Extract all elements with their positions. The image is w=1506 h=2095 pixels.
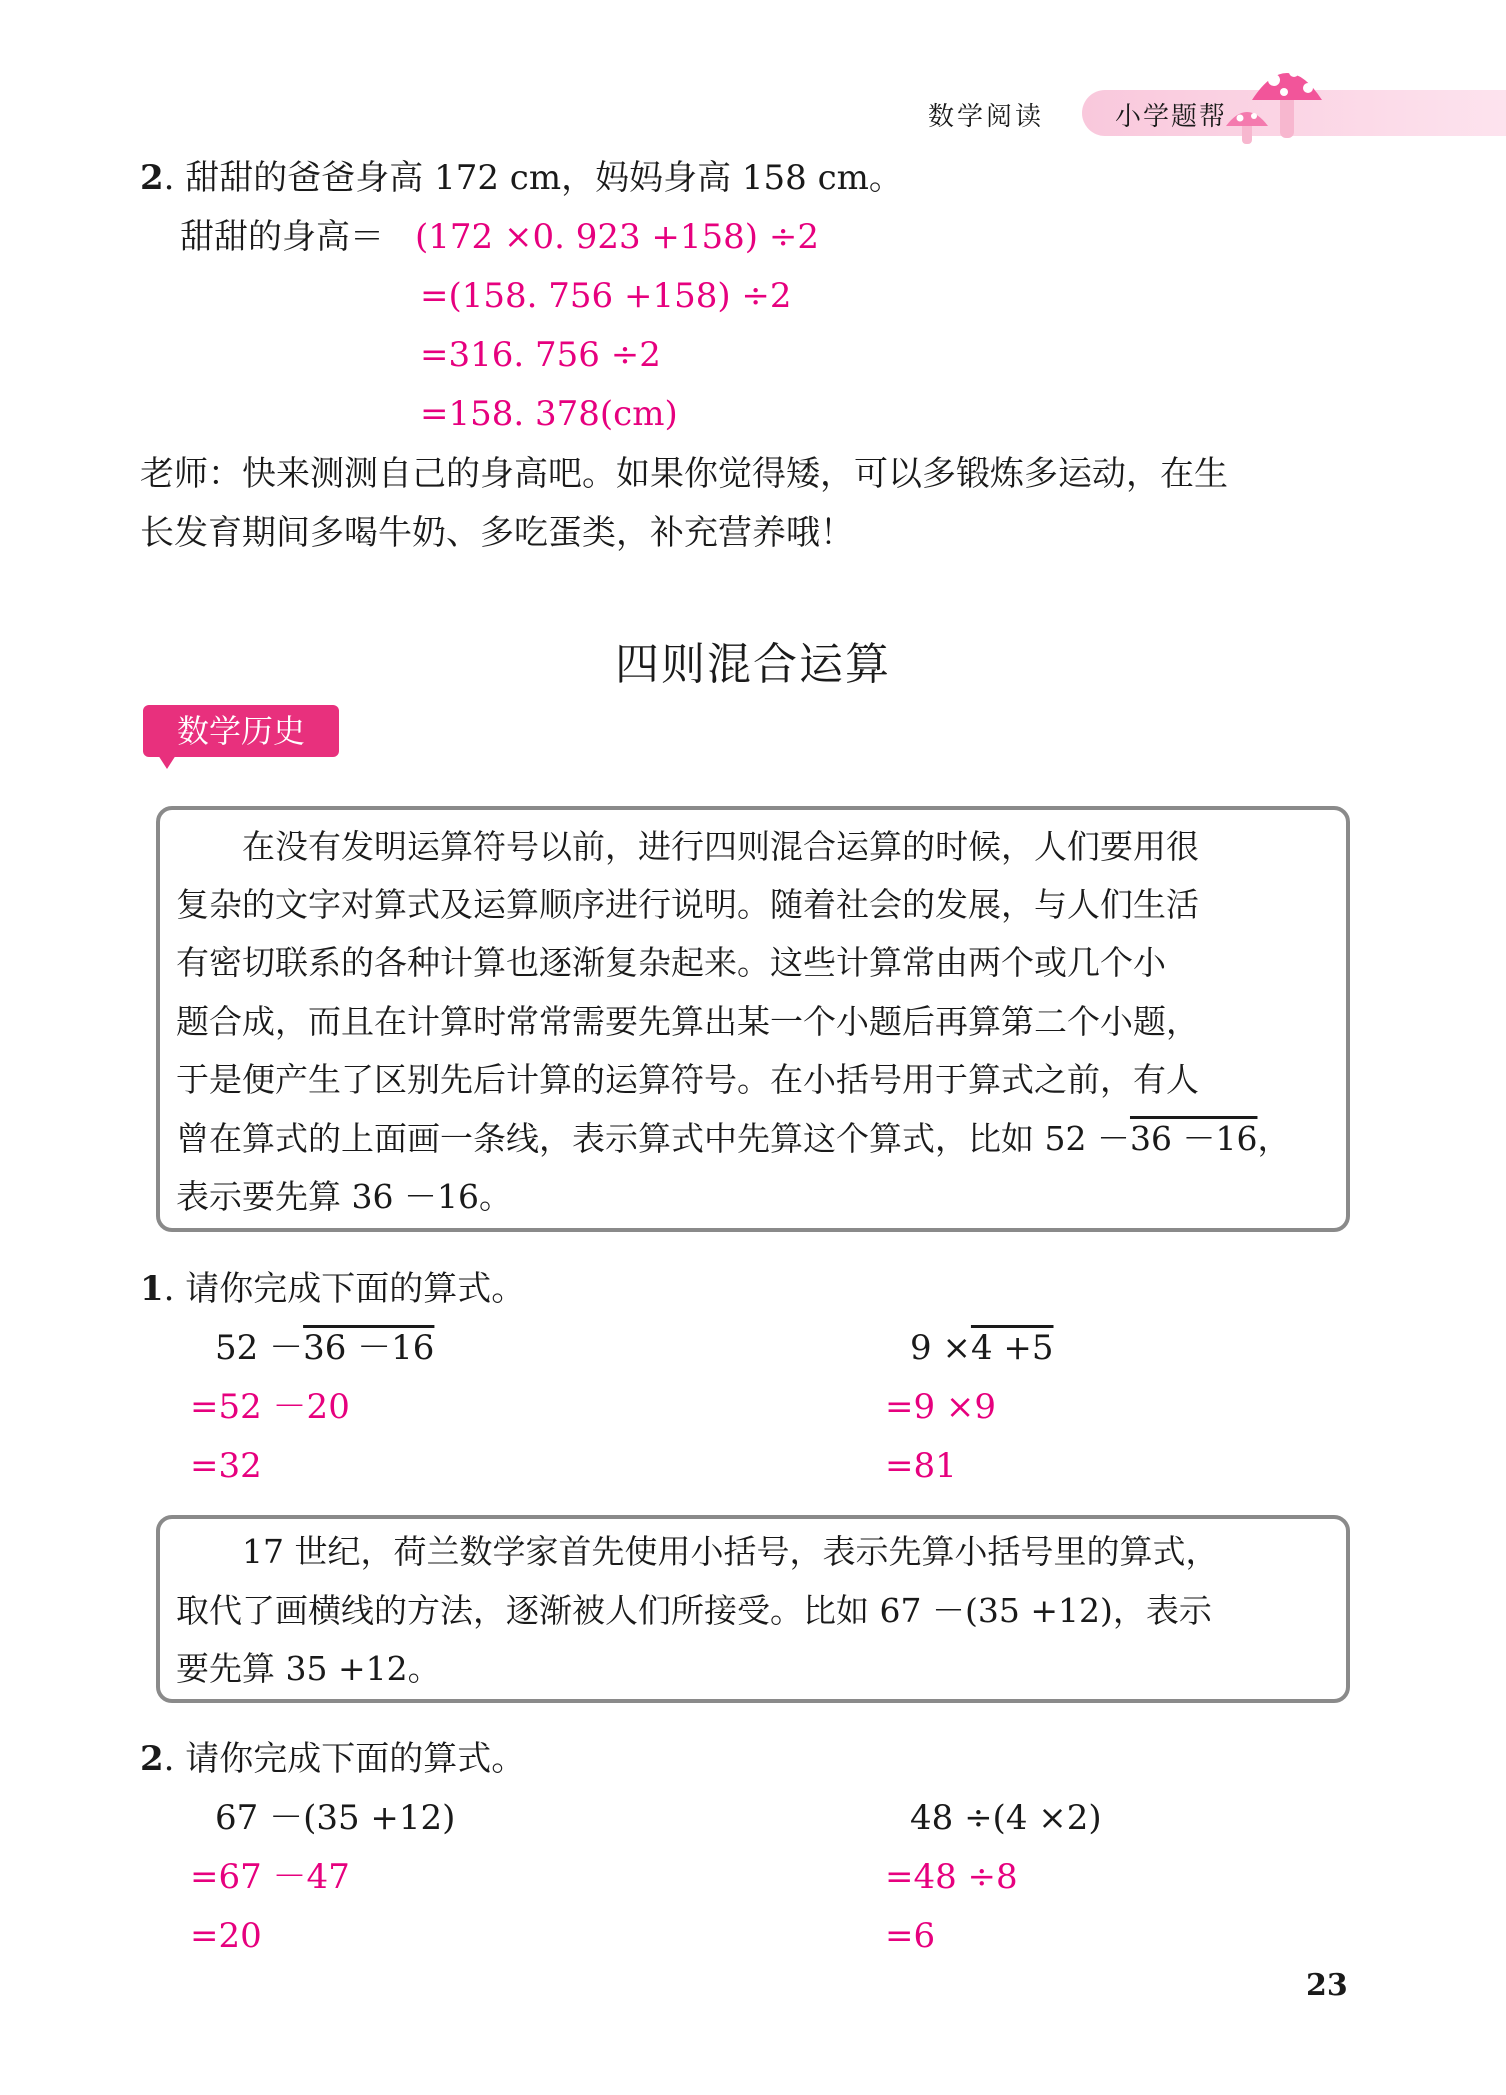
question-2-title: . 请你完成下面的算式。: [163, 1739, 526, 1779]
question-1: [140, 1269, 525, 1309]
mushroom-icon: [1222, 52, 1342, 152]
q2-left-step-2: =20: [190, 1916, 262, 1956]
question-2-number: 2: [140, 1739, 164, 1779]
page-number: 23: [1306, 1968, 1348, 2003]
q1-left-overlined: 36 －16: [303, 1328, 435, 1368]
problem-number: 2: [140, 158, 164, 198]
box2-line-2: 取代了画横线的方法，逐渐被人们所接受。比如 67 －(35 +12)，表示: [176, 1591, 1212, 1630]
q1-right-overlined: 4 +5: [970, 1328, 1054, 1368]
problem-text: . 甜甜的爸爸身高 172 cm，妈妈身高 158 cm。: [163, 158, 903, 198]
q1-left-expression: [215, 1328, 434, 1368]
teacher-line-1: 老师：快来测测自己的身高吧。如果你觉得矮，可以多锻炼多运动，在生: [140, 454, 1228, 494]
calc-step-2: =(158. 756 +158) ÷2: [420, 276, 792, 316]
box1-line-2: 复杂的文字对算式及运算顺序进行说明。随着社会的发展，与人们生活: [176, 885, 1199, 924]
q1-right-pre: 9 ×: [910, 1328, 971, 1368]
section-title: 四则混合运算: [615, 639, 891, 690]
box1-line-6-text: 曾在算式的上面画一条线，表示算式中先算这个算式，比如 52 －: [176, 1119, 1130, 1158]
q1-left-step-2: =32: [190, 1446, 262, 1486]
q1-right-step-1: =9 ×9: [885, 1387, 997, 1427]
calc-step-4: =158. 378(cm): [420, 394, 678, 434]
box1-line-6: [176, 1110, 1290, 1169]
question-2: [140, 1739, 525, 1779]
q2-right-expression: 48 ÷(4 ×2): [910, 1798, 1102, 1838]
teacher-line-2: 长发育期间多喝牛奶、多吃蛋类，补充营养哦！: [140, 513, 854, 553]
header-section-label: 数学阅读: [928, 102, 1045, 132]
box1-line-3: 有密切联系的各种计算也逐渐复杂起来。这些计算常由两个或几个小: [176, 943, 1166, 982]
box2-line-1: 17 世纪，荷兰数学家首先使用小括号，表示先算小括号里的算式，: [176, 1532, 1219, 1571]
overlined-expression: 36 －16: [1129, 1119, 1258, 1158]
calc-step-1: (172 ×0. 923 +158) ÷2: [415, 217, 819, 257]
header-brand-label: 小学题帮: [1115, 102, 1228, 132]
q1-left-step-1: =52 －20: [190, 1387, 350, 1427]
height-problem: [140, 158, 903, 198]
q1-left-pre: 52 －: [215, 1328, 304, 1368]
box1-line-1: 在没有发明运算符号以前，进行四则混合运算的时候，人们要用很: [176, 827, 1199, 866]
history-tag-tail: [158, 755, 176, 769]
box1-line-6-end: ，: [1257, 1119, 1291, 1158]
calc-step-3: =316. 756 ÷2: [420, 335, 661, 375]
box1-line-5: 于是便产生了区别先后计算的运算符号。在小括号用于算式之前，有人: [176, 1060, 1199, 1099]
box1-line-4: 题合成，而且在计算时常常需要先算出某一个小题后再算第二个小题，: [176, 1002, 1199, 1041]
box2-line-3: 要先算 35 +12。: [176, 1649, 441, 1688]
q2-left-step-1: =67 －47: [190, 1857, 350, 1897]
history-tag-label: 数学历史: [176, 712, 305, 750]
calc-label: 甜甜的身高＝: [180, 217, 384, 257]
q1-right-expression: [910, 1328, 1054, 1368]
question-1-number: 1: [140, 1269, 164, 1309]
q2-right-step-2: =6: [885, 1916, 936, 1956]
q1-right-step-2: =81: [885, 1446, 957, 1486]
box1-line-7: 表示要先算 36 －16。: [176, 1177, 512, 1216]
q2-left-expression: 67 －(35 +12): [215, 1798, 456, 1838]
q2-right-step-1: =48 ÷8: [885, 1857, 1018, 1897]
question-1-title: . 请你完成下面的算式。: [163, 1269, 526, 1309]
